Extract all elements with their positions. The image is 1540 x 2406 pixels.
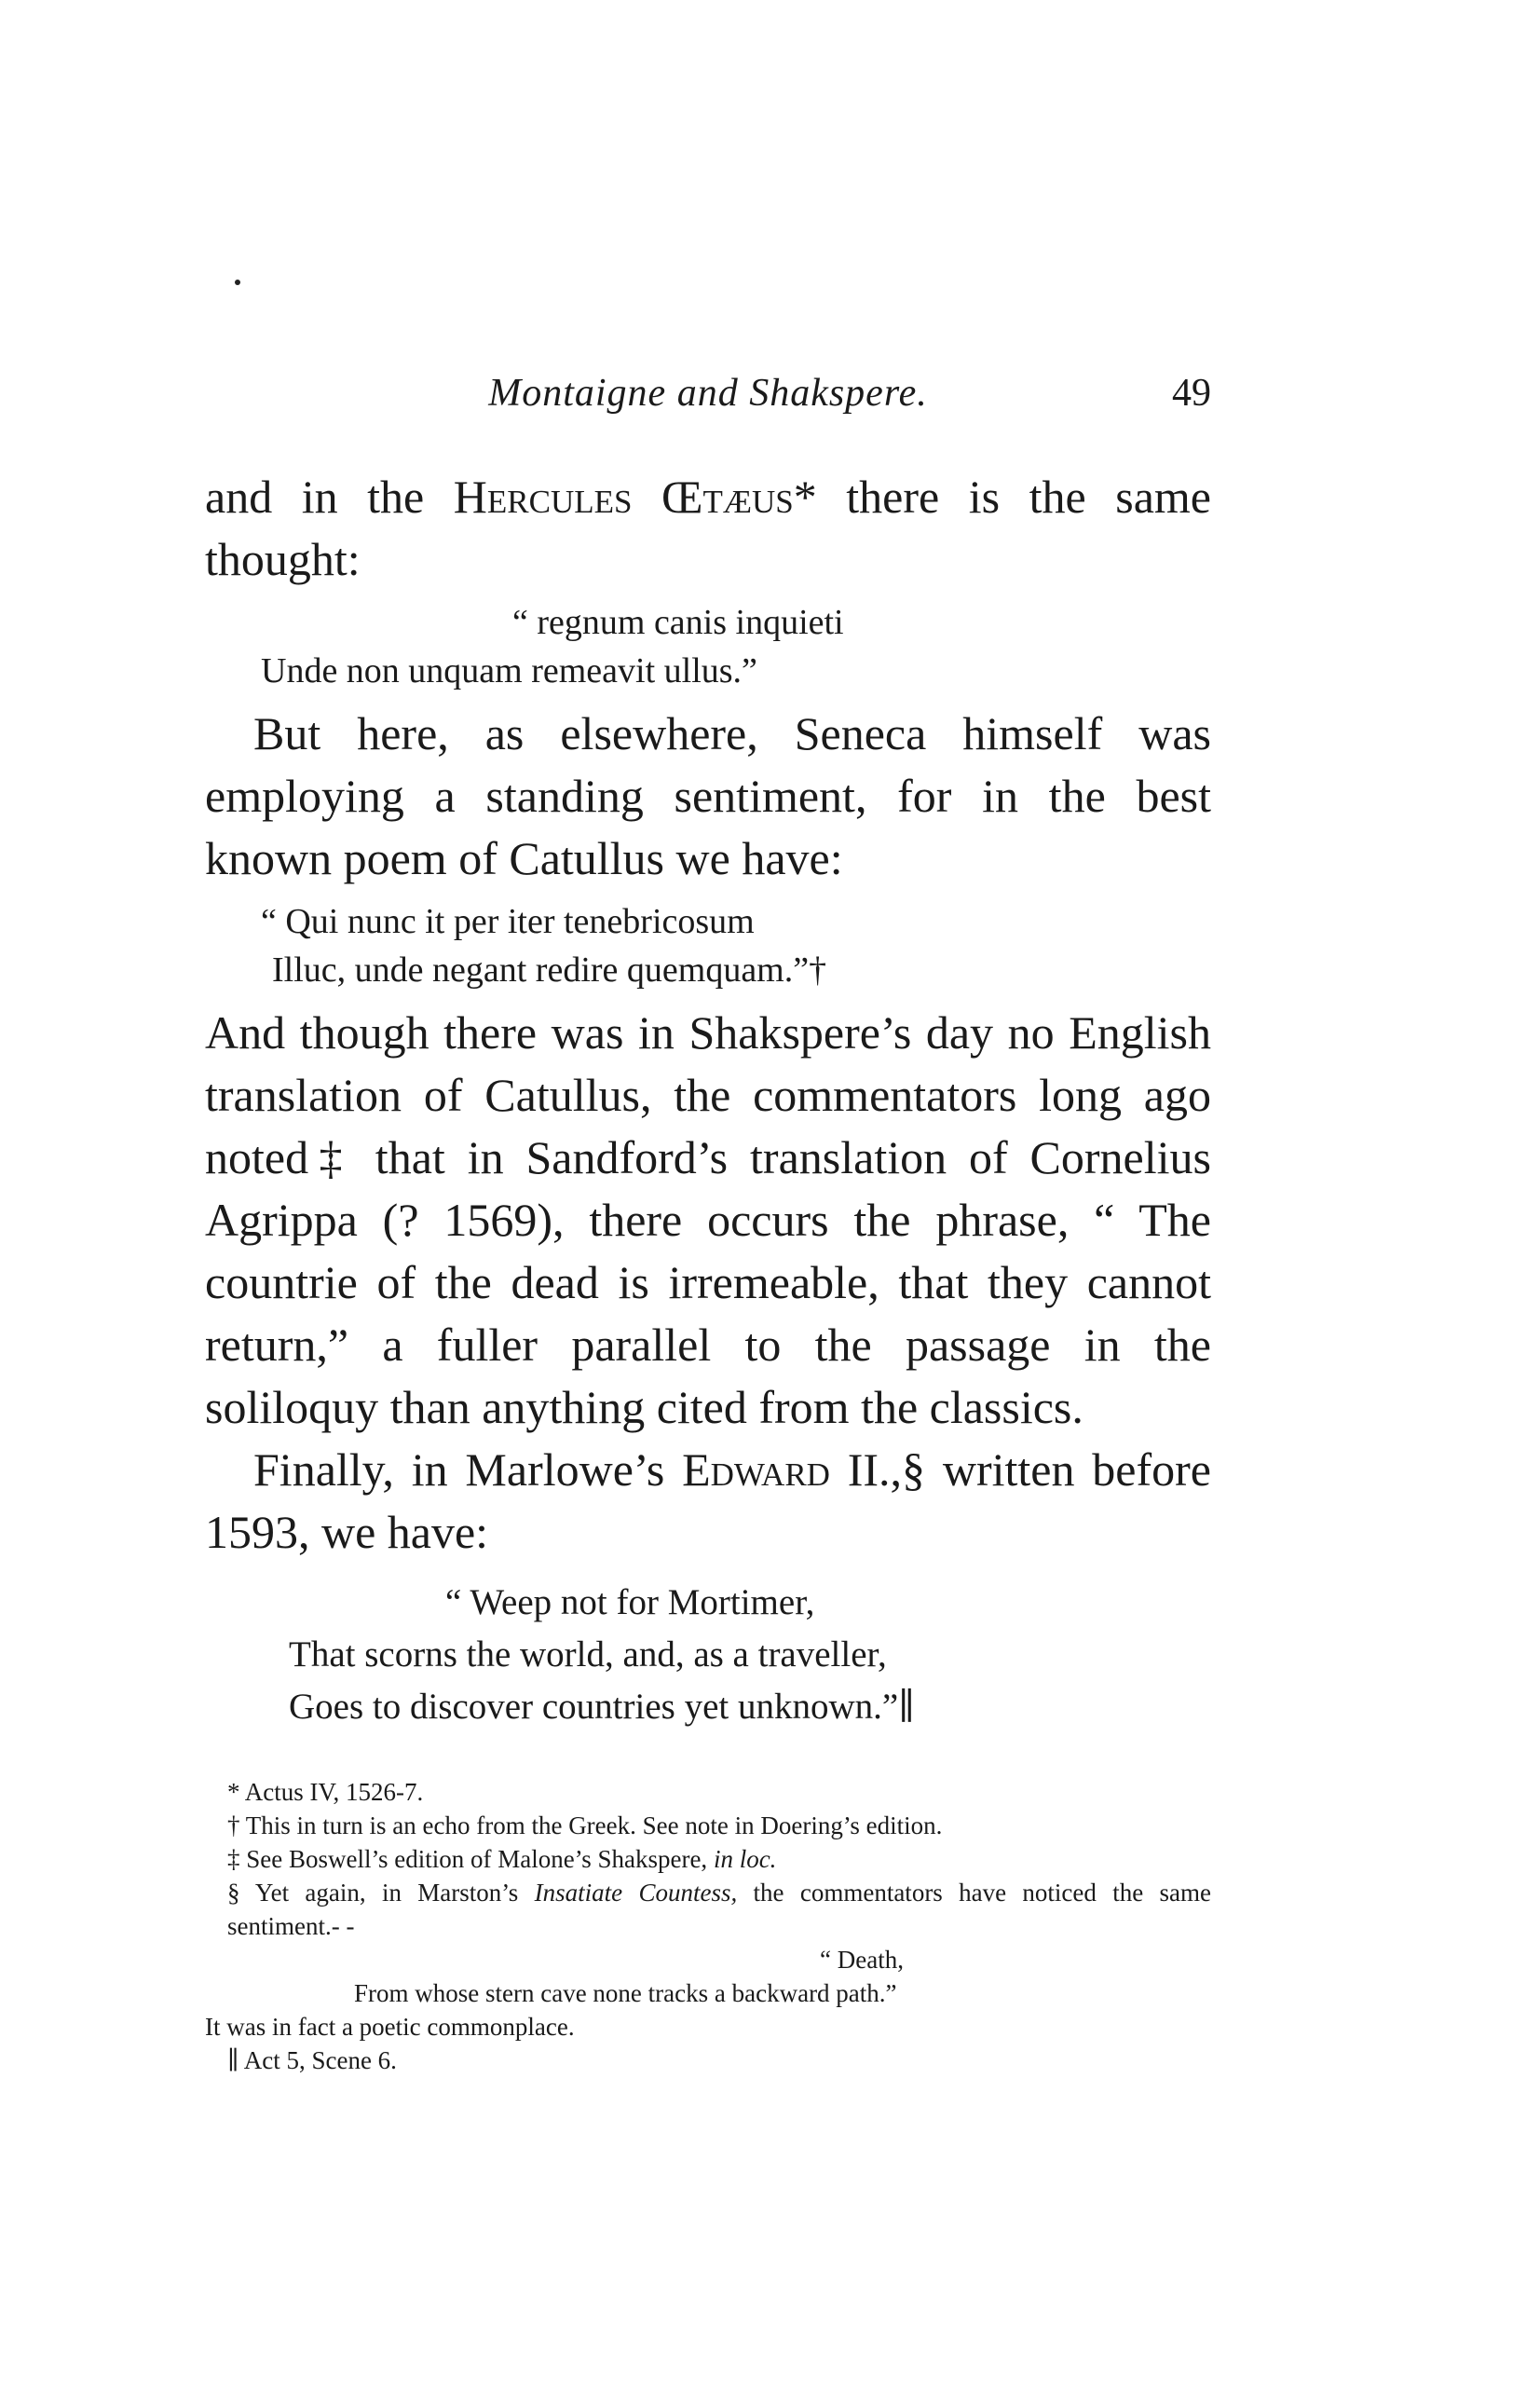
footnote-5: ∥ Act 5, Scene 6. (227, 2046, 397, 2074)
verse-line: That scorns the world, and, as a traveller, (289, 1634, 887, 1675)
verse-quote-3 (205, 1577, 1211, 1733)
verse-line: Unde non unquam remeavit ullus.” (261, 651, 757, 690)
running-title: Montaigne and Shakspere. (488, 372, 928, 415)
footnote-3-italic: in loc. (713, 1845, 777, 1873)
verse-line: “ Weep not for Mortimer, (445, 1582, 815, 1622)
footnote-4 (205, 1876, 1211, 1943)
verse-line: Goes to discover countries yet unknown.”∥ (289, 1687, 916, 1727)
footnote-1: * Actus IV, 1526-7. (227, 1778, 424, 1806)
footnote-4-quote-2: From whose stern cave none tracks a backward path.” (354, 1979, 897, 2007)
paragraph-3-a: And though there was in Shakspere’s day no English translation of Catullus, the commentators long ago noted (205, 1006, 1211, 1183)
verse-line: Illuc, unde negant redire quemquam.”† (272, 950, 827, 990)
paragraph-4 (205, 1439, 1211, 1564)
footnotes (205, 1775, 1211, 2077)
paragraph-1 (205, 466, 1211, 591)
paragraph-1-post: there is the same thought: (205, 471, 1211, 585)
verse-line: “ regnum canis inquieti (512, 603, 844, 642)
verse-line: “ Qui nunc it per iter tenebricosum (261, 902, 755, 941)
verse-quote-1 (205, 598, 1211, 695)
paragraph-1-pre: and in the (205, 471, 454, 523)
footnote-2: † This in turn is an echo from the Greek. See note in Doering’s edition. (227, 1811, 943, 1839)
paragraph-3 (205, 1002, 1211, 1439)
footnote-4-quote-1: “ Death, (820, 1946, 904, 1974)
paragraph-4-post: II.,§ written before 1593, we have: (205, 1443, 1211, 1558)
work-title-edward: Edward (682, 1443, 830, 1496)
page-body (205, 466, 1211, 1741)
footnote-4-rest: the commentators have noticed the same sentiment.- - (227, 1879, 1212, 1940)
footnote-3-text: ‡ See Boswell’s edition of Malone’s Shakspere, (227, 1845, 714, 1873)
footnote-4-text: § Yet again, in Marston’s (227, 1879, 535, 1907)
footnote-3 (205, 1842, 1211, 1876)
stray-mark (235, 280, 240, 285)
footnote-mark: * (793, 471, 817, 523)
work-title-hercules: Hercules Œtæus (453, 471, 794, 523)
footnote-4-close: It was in fact a poetic commonplace. (205, 2013, 575, 2041)
page-number: 49 (1172, 372, 1211, 415)
footnote-mark: ‡ (308, 1131, 353, 1183)
footnote-4-italic: Insatiate Countess, (534, 1879, 738, 1907)
paragraph-2: But here, as elsewhere, Seneca himself was employing a standing sentiment, for in the best known poem of Catullus we have: (205, 707, 1211, 884)
verse-quote-2 (205, 897, 1211, 994)
paragraph-3-b: that in Sandford’s translation of Cornelius Agrippa (? 1569), there occurs the phrase, “ The countrie of the dead is irremeable, that they cannot return,” a fuller parallel to the passage in the soliloquy than anything cited from the classics. (205, 1131, 1211, 1433)
paragraph-4-pre: Finally, in Marlowe’s (253, 1443, 683, 1496)
page-header (205, 371, 1211, 427)
